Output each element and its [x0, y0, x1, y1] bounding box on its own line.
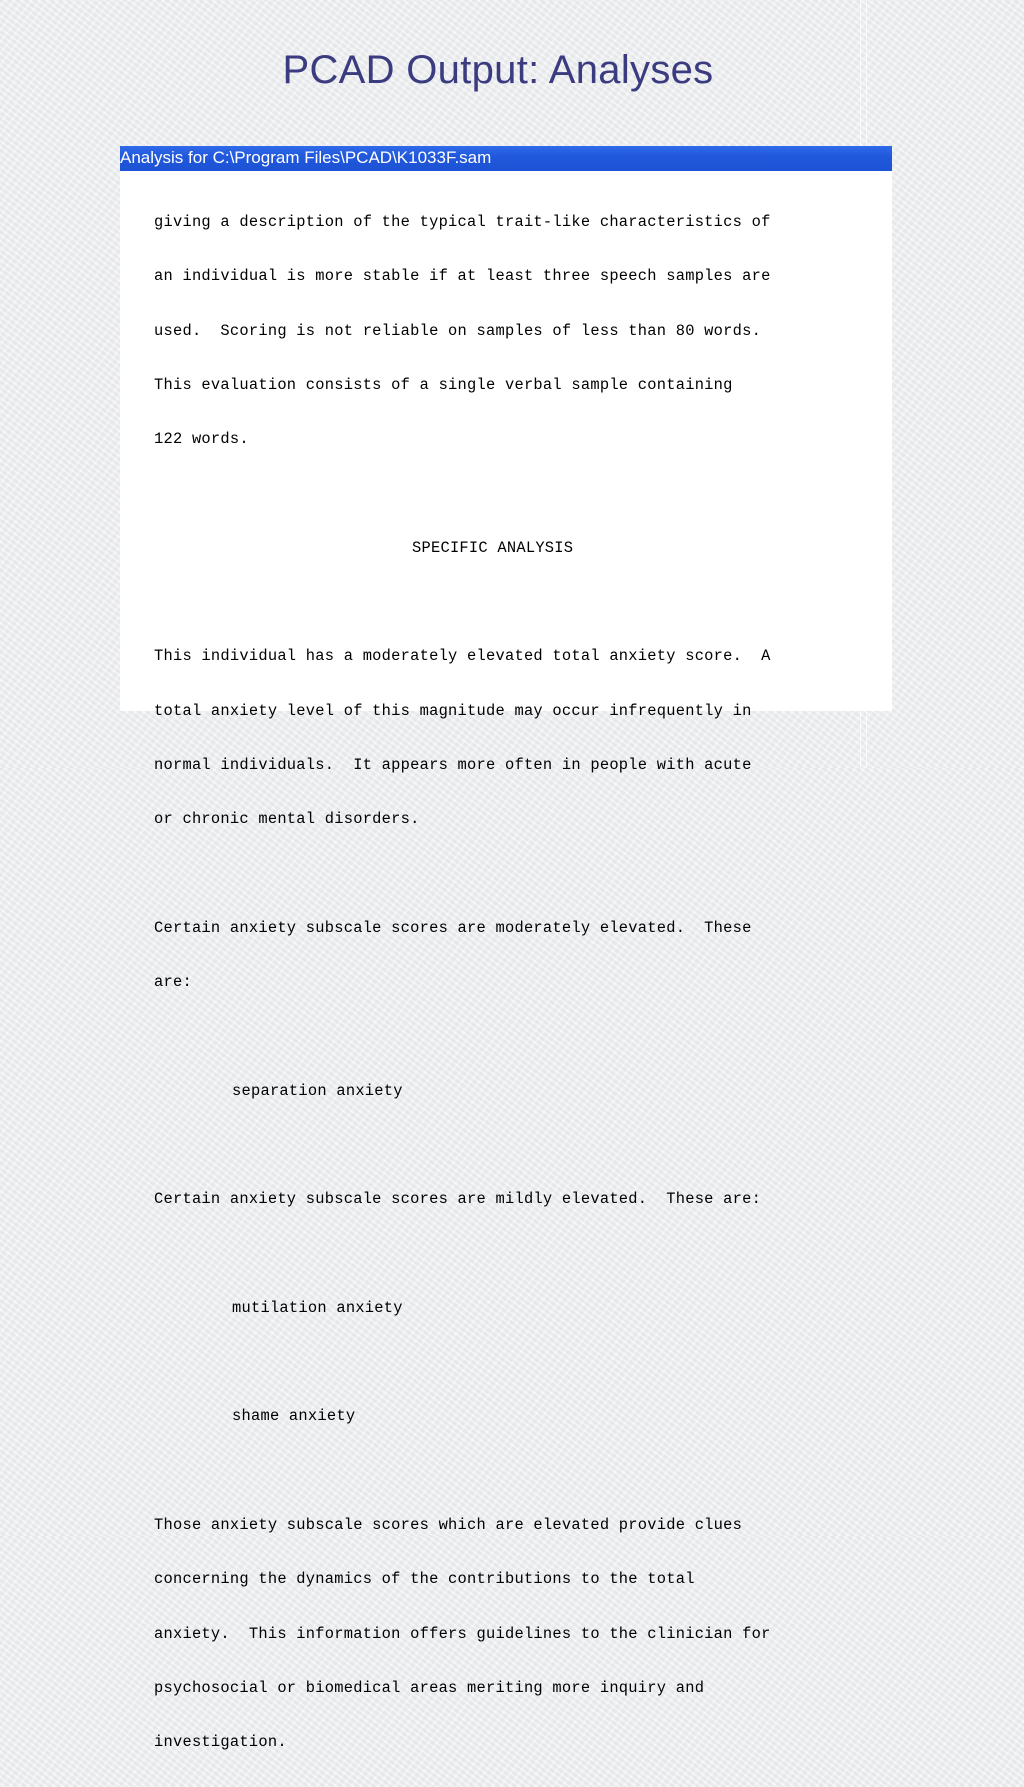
section-heading: SPECIFIC ANALYSIS [412, 538, 574, 557]
window-title-bar[interactable]: Analysis for C:\Program Files\PCAD\K1033F.sam [120, 146, 892, 171]
subscale-item: mutilation anxiety [232, 1298, 403, 1317]
subscale-item: separation anxiety [232, 1081, 403, 1100]
paragraph-line: normal individuals. It appears more often in people with acute [154, 756, 752, 774]
paragraph-line: total anxiety level of this magnitude may occur infrequently in [154, 701, 752, 720]
intro-line: This evaluation consists of a single verbal sample containing [154, 376, 733, 395]
blank-line [154, 593, 892, 611]
slide-title: PCAD Output: Analyses [282, 48, 714, 92]
paragraph-line: investigation. [154, 1733, 287, 1752]
paragraph-line: are: [154, 973, 192, 992]
blank-line [154, 1353, 892, 1371]
blank-line [154, 485, 892, 503]
blank-line [154, 1136, 892, 1154]
subscale-item: shame anxiety [232, 1407, 356, 1426]
paragraph-line: Certain anxiety subscale scores are moderately elevated. These [154, 918, 752, 937]
paragraph-line: concerning the dynamics of the contributions to the total [154, 1570, 695, 1589]
blank-line [154, 1245, 892, 1263]
intro-line: an individual is more stable if at least three speech samples are [154, 267, 771, 286]
paragraph-line: or chronic mental disorders. [154, 810, 420, 829]
intro-line: 122 words. [154, 430, 249, 449]
paragraph-line: anxiety. This information offers guidelines to the clinician for [154, 1624, 771, 1643]
paragraph-line: psychosocial or biomedical areas meriting more inquiry and [154, 1678, 705, 1697]
analysis-window [120, 146, 892, 1752]
paragraph-line: Those anxiety subscale scores which are elevated provide clues [154, 1515, 743, 1534]
blank-line [154, 865, 892, 883]
analysis-text[interactable] [120, 171, 892, 1787]
paragraph-line: This individual has a moderately elevated total anxiety score. A [154, 647, 771, 666]
paragraph-line: Certain anxiety subscale scores are mildly elevated. These are: [154, 1190, 762, 1209]
blank-line [154, 1462, 892, 1480]
intro-line: used. Scoring is not reliable on samples of less than 80 words. [154, 321, 762, 340]
blank-line [154, 1027, 892, 1045]
intro-line: giving a description of the typical trait-like characteristics of [154, 213, 771, 232]
